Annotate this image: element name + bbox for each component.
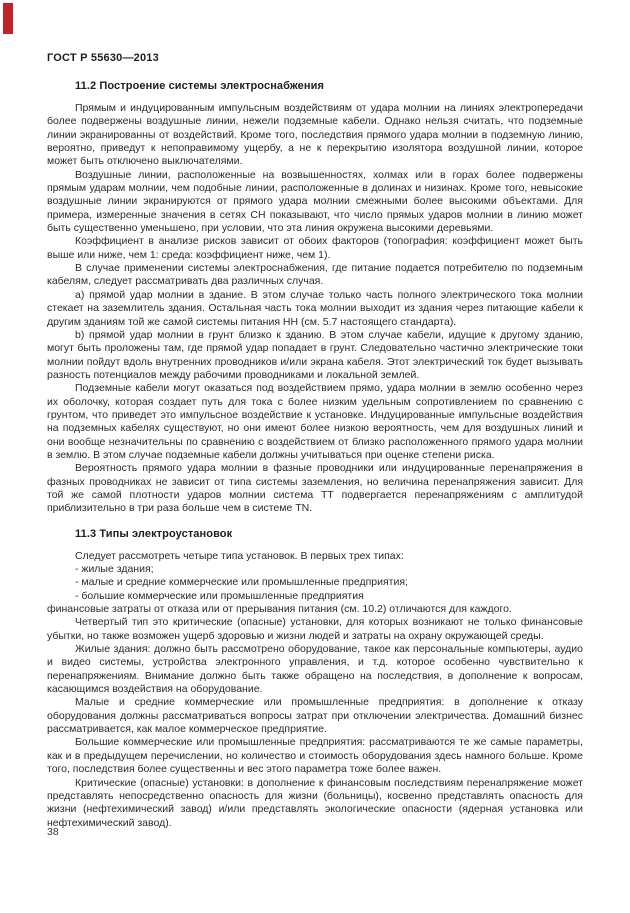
page-number: 38 xyxy=(47,826,59,838)
paragraph: Подземные кабели могут оказаться под воздействием прямо, удара молнии в землю особенно через их оболочку, которая создает путь для тока с более низким удельным сопротивлением по сравнению с грунтом, что приведет это импульсное воздействие к установке. Индуцированные импульсные воздействия на подземных кабелях существуют, но они имеют более низкою вероятность, чем для воздушных линий и они вообще незначительны по сравнению с воздействием от близко расположенного прямого удара молнии в землю. В этом случае подземные кабели должны учитываться при оценке степени риска. xyxy=(47,382,583,461)
paragraph: Воздушные линии, расположенные на возвышенностях, холмах или в горах более подвержены прямым ударам молнии, чем подобные линии, расположенные в долинах и низинах. Кроме того, невысокие воздушные линии экранируются от прямого удара молнии смежными более высокими объектами. Для примера, измеренные значения в сетях СН показывают, что число прямых ударов молнии в линию может быть существенно уменьшено, при условии, что эта линия окружена высокими деревьями. xyxy=(47,168,583,235)
section-heading-11-3: 11.3 Типы электроустановок xyxy=(75,527,233,540)
paragraph: В случае применении системы электроснабжения, где питание подается потребителю по подземным кабелям, следует рассматривать два различных случая. xyxy=(47,262,583,288)
red-corner-mark xyxy=(3,3,13,34)
paragraph: Критические (опасные) установки: в дополнение к финансовым последствиям перенапряжение может представлять непосредственно опасность для жизни (больницы), косвенно представлять опасность для жизни (нефтехимический завод) и/или представлять экологические опасности (ядерная установка или нефтехимический завод). xyxy=(47,776,583,829)
page-content xyxy=(47,80,583,830)
document-standard-number: ГОСТ Р 55630—2013 xyxy=(47,52,159,64)
paragraph: Малые и средние коммерческие или промышленные предприятия: в дополнение к отказу оборудования должны рассматриваться вопросы затрат при отключении электричества. Домашний бизнес рассматривается, как малое коммерческое предприятие. xyxy=(47,696,583,736)
paragraph: Четвертый тип это критические (опасные) установки, для которых возникают не только финансовые убытки, но также возможен ущерб здоровью и жизни людей и затраты на охрану окружающей среды. xyxy=(47,616,583,642)
section-heading-11-2: 11.2 Построение системы электроснабжения xyxy=(75,80,324,92)
paragraph-case-a: а) прямой удар молнии в здание. В этом случае только часть полного электрического тока молнии стекает на заземлитель здания. Остальная часть тока молнии выходит из здания через питающие кабели к другим зданиям той же самой системы питания НН (см. 5.7 настоящего стандарта). xyxy=(47,288,583,328)
paragraph: Большие коммерческие или промышленные предприятия: рассматриваются те же самые параметры, как и в предыдущем перечислении, но количество и стоимость оборудования здесь намного больше. Кроме того, последствия более существенны и вес этого параметра тоже более важен. xyxy=(47,736,583,776)
paragraph-case-b: b) прямой удар молнии в грунт близко к зданию. В этом случае кабели, идущие к другому зданию, могут быть проложены там, где прямой удар попадает в грунт. Следовательно частично электрические токи молнии пойдут вдоль внутренних проводников и/или экрана кабеля. Этот электрический ток будет вызывать разность потенциалов между рабочими проводниками и локальной землей. xyxy=(47,328,583,381)
paragraph: Коэффициент в анализе рисков зависит от обоих факторов (топография: коэффициент может быть выше или ниже, чем 1: среда: коэффициент ниже, чем 1). xyxy=(47,235,583,261)
paragraph: Вероятность прямого удара молнии в фазные проводники или индуцированные перенапряжения в фазных проводниках не зависит от типа системы заземления, но величина перенапряжения зависит. Для той же самой плотности ударов молнии система ТТ подвергается перенапряжениям с амплитудой приблизительно в три раза больше чем в системе TN. xyxy=(47,462,583,515)
list-item-large: - большие коммерческие или промышленные предприятия xyxy=(75,589,364,602)
paragraph-continuation: финансовые затраты от отказа или от прерывания питания (см. 10.2) отличаются для каждого. xyxy=(47,603,512,616)
paragraph: Прямым и индуцированным импульсным воздействиям от удара молнии на линиях электропередачи более подвержены воздушные линии, нежели подземные кабели. Однако нельзя считать, что подземные линии экранированны от воздействий. Кроме того, последствия прямого удара молнии в подземную линию, вероятно, приведут к непоправимому ущербу, а не к перекрытию изолятора воздушной линии, которое может быть отключено выключателями. xyxy=(47,102,583,168)
paragraph: Жилые здания: должно быть рассмотрено оборудование, такое как персональные компьютеры, аудио и видео системы, устройства электронного управления, и т.д. которое особенно чувствительно к перенапряжениям. Внимание должно быть также обращено на последствия, в дополнение к вопросам, касающимся воздействия на оборудование. xyxy=(47,643,583,696)
list-item-residential: - жилые здания; xyxy=(75,563,154,575)
paragraph-intro: Следует рассмотреть четыре типа установок. В первых трех типах: xyxy=(75,549,404,562)
list-item-small-medium: - малые и средние коммерческие или промышленные предприятия; xyxy=(75,576,408,589)
